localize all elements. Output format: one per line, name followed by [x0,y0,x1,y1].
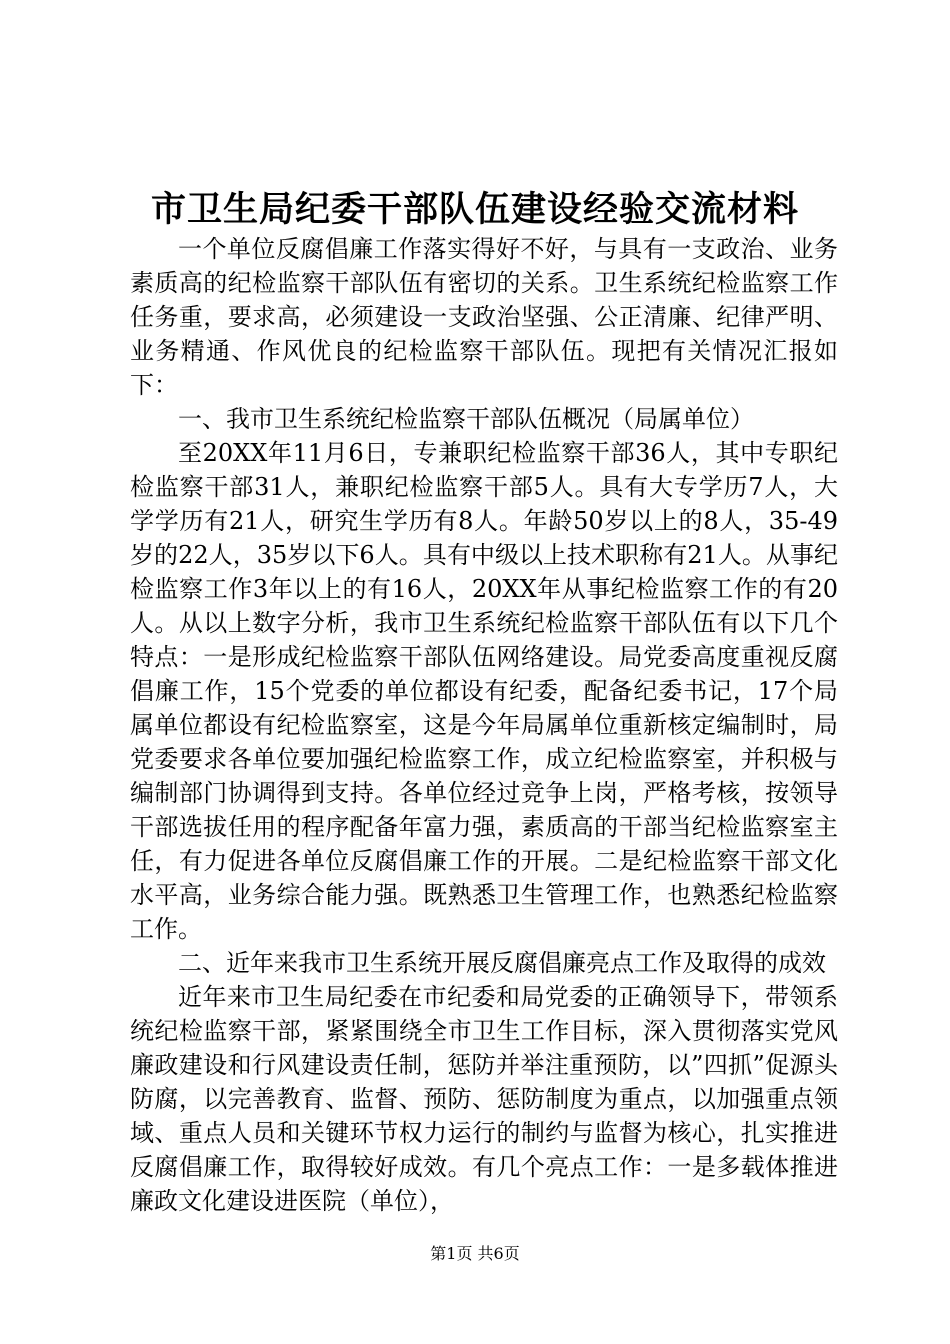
page-number: 第1页 共6页 [430,1244,520,1263]
section-heading-1: 一、我市卫生系统纪检监察干部队伍概况（局属单位） [178,405,754,433]
paragraph-intro: 一个单位反腐倡廉工作落实得好不好，与具有一支政治、业务素质高的纪检监察干部队伍有密切的关系。卫生系统纪检监察工作任务重，要求高，必须建设一支政治坚强、公正清廉、纪律严明、业务精通、作风优良的纪检监察干部队伍。现把有关情况汇报如下： [130,235,838,399]
section-heading-2: 二、近年来我市卫生系统开展反腐倡廉亮点工作及取得的成效 [178,949,826,977]
paragraph-achievements: 近年来市卫生局纪委在市纪委和局党委的正确领导下，带领系统纪检监察干部，紧紧围绕全市卫生工作目标，深入贯彻落实党风廉政建设和行风建设责任制，惩防并举注重预防，以”四抓”促源头防腐，以完善教育、监督、预防、惩防制度为重点，以加强重点领域、重点人员和关键环节权力运行的制约与监督为核心，扎实推进反腐倡廉工作，取得较好成效。有几个亮点工作：一是多载体推进廉政文化建设进医院（单位）， [130,983,838,1215]
paragraph-overview: 至20XX年11月6日，专兼职纪检监察干部36人，其中专职纪检监察干部31人，兼职纪检监察干部5人。具有大专学历7人，大学学历有21人，研究生学历有8人。年龄50岁以上的8人，35-49岁的22人，35岁以下6人。具有中级以上技术职称有21人。从事纪检监察工作3年以上的有16人，20XX年从事纪检监察工作的有20人。从以上数字分析，我市卫生系统纪检监察干部队伍有以下几个特点：一是形成纪检监察干部队伍网络建设。局党委高度重视反腐倡廉工作，15个党委的单位都设有纪委，配备纪委书记，17个局属单位都设有纪检监察室，这是今年局属单位重新核定编制时，局党委要求各单位要加强纪检监察工作，成立纪检监察室，并积极与编制部门协调得到支持。各单位经过竞争上岗，严格考核，按领导干部选拔任用的程序配备年富力强，素质高的干部当纪检监察室主任，有力促进各单位反腐倡廉工作的开展。二是纪检监察干部文化水平高，业务综合能力强。既熟悉卫生管理工作，也熟悉纪检监察工作。 [130,439,838,943]
document-body [130,232,838,1218]
document-title: 市卫生局纪委干部队伍建设经验交流材料 [150,189,799,230]
